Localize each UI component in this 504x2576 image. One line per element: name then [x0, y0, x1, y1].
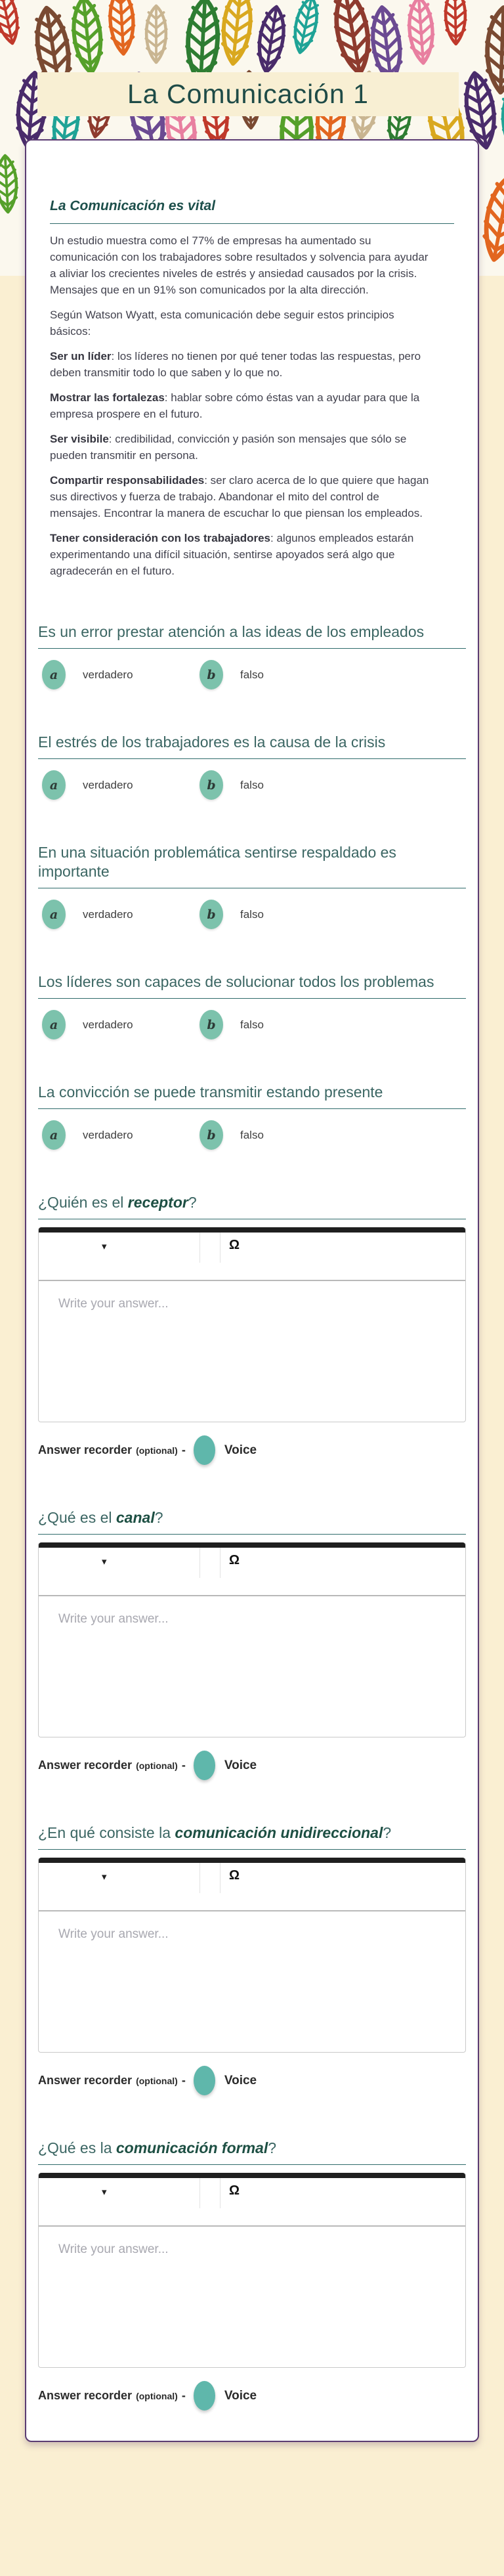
open-question-2	[38, 1508, 466, 1780]
intro-paragraph: Un estudio muestra como el 77% de empresas ha aumentado su comunicación con los trabajadores sobre resultados y solvencia para ayudar a aliviar los crecientes niveles de estrés y ansiedad causados por la crisis. Mensajes que en un 91% son comunicados por la alta dirección.	[50, 234, 429, 296]
intro-paragraph: Mostrar las fortalezas: hablar sobre cómo éstas van a ayudar para que la empresa prospere en el futuro.	[50, 391, 420, 420]
answer-editor	[38, 1858, 466, 2053]
leaf-icon	[282, 0, 331, 60]
option-letter-bubble[interactable]: b	[200, 1010, 223, 1039]
option-label: verdadero	[83, 778, 133, 791]
answer-editor	[38, 1542, 466, 1737]
editor-toolbar	[39, 1548, 465, 1596]
option-label: verdadero	[83, 1018, 133, 1031]
question-title: ¿Qué es la comunicación formal?	[38, 2139, 277, 2156]
option-letter-bubble[interactable]: b	[200, 1120, 223, 1150]
leaf-icon	[0, 152, 26, 217]
option-label: falso	[240, 907, 264, 921]
editor-top-bar	[39, 1858, 465, 1863]
options-row	[38, 1010, 466, 1039]
editor-top-bar	[39, 1227, 465, 1233]
format-dropdown-icon[interactable]: ▾	[102, 1556, 107, 1567]
option-letter-bubble[interactable]: a	[42, 900, 66, 929]
option-label: falso	[240, 1018, 264, 1031]
options-row	[38, 1120, 466, 1150]
editor-toolbar	[39, 1233, 465, 1281]
option-label: verdadero	[83, 907, 133, 921]
intro-paragraph: Ser un líder: los líderes no tienen por qué tener todas las respuestas, pero deben transmitir todo lo que saben y lo que no.	[50, 350, 421, 379]
format-dropdown-icon[interactable]: ▾	[102, 1241, 107, 1252]
open-question-3	[38, 1823, 466, 2095]
intro-paragraph: Según Watson Wyatt, esta comunicación debe seguir estos principios básicos:	[50, 309, 394, 338]
leaf-icon	[436, 0, 474, 47]
option-letter-bubble[interactable]: a	[42, 1010, 66, 1039]
answer-recorder: Answer recorder (optional) - Voice	[38, 2381, 466, 2411]
answer-input[interactable]	[39, 2227, 465, 2367]
leaf-icon	[0, 0, 31, 51]
option-falso[interactable]	[200, 900, 264, 929]
option-verdadero[interactable]	[42, 770, 200, 800]
intro-heading: La Comunicación es vital	[50, 198, 216, 213]
intro-text-block	[38, 198, 466, 579]
options-row	[38, 770, 466, 800]
leaf-icon	[209, 0, 266, 71]
leaf-icon	[473, 2, 504, 98]
heading-underline	[38, 1534, 466, 1535]
answer-input[interactable]	[39, 1911, 465, 2052]
answer-editor	[38, 2173, 466, 2368]
answer-recorder: Answer recorder (optional) - Voice	[38, 1751, 466, 1780]
answer-editor	[38, 1227, 466, 1422]
intro-paragraph: Tener consideración con los trabajadores: algunos empleados estarán experimentando una difícil situación, sentirse apoyados será algo que agradecerán en el futuro.	[50, 532, 414, 577]
option-letter-bubble[interactable]: a	[42, 660, 66, 689]
mc-question-4	[38, 972, 466, 1039]
voice-record-button[interactable]	[194, 2381, 215, 2411]
special-character-button[interactable]: Ω	[229, 1553, 240, 1567]
special-character-button[interactable]: Ω	[229, 1238, 240, 1252]
heading-underline	[50, 223, 454, 224]
option-verdadero[interactable]	[42, 660, 200, 689]
mc-question-5	[38, 1083, 466, 1150]
option-falso[interactable]	[200, 1010, 264, 1039]
format-dropdown-icon[interactable]: ▾	[102, 2187, 107, 2198]
option-letter-bubble[interactable]: a	[42, 770, 66, 800]
option-letter-bubble[interactable]: a	[42, 1120, 66, 1150]
heading-underline	[38, 998, 466, 999]
intro-paragraph: Ser visibile: credibilidad, convicción y pasión son mensajes que sólo se pueden transmitir en persona.	[50, 433, 407, 462]
mc-question-2	[38, 733, 466, 800]
leaf-icon	[397, 0, 445, 68]
answer-input[interactable]	[39, 1596, 465, 1737]
option-label: falso	[240, 668, 264, 681]
heading-underline	[38, 2164, 466, 2165]
special-character-button[interactable]: Ω	[229, 2183, 240, 2198]
question-title: El estrés de los trabajadores es la causa de la crisis	[38, 733, 386, 751]
options-row	[38, 900, 466, 929]
leaf-icon	[490, 85, 504, 162]
heading-underline	[38, 1849, 466, 1850]
option-letter-bubble[interactable]: b	[200, 900, 223, 929]
option-letter-bubble[interactable]: b	[200, 770, 223, 800]
title-banner	[37, 72, 459, 116]
mc-question-1	[38, 622, 466, 689]
options-row	[38, 660, 466, 689]
heading-underline	[38, 1108, 466, 1109]
open-question-1	[38, 1193, 466, 1465]
question-title: Es un error prestar atención a las ideas de los empleados	[38, 623, 425, 640]
answer-recorder: Answer recorder (optional) - Voice	[38, 2066, 466, 2095]
question-title: ¿En qué consiste la comunicación unidireccional?	[38, 1824, 392, 1841]
editor-toolbar	[39, 2178, 465, 2227]
voice-record-button[interactable]	[194, 2066, 215, 2095]
editor-top-bar	[39, 2173, 465, 2178]
answer-recorder: Answer recorder (optional) - Voice	[38, 1435, 466, 1465]
option-verdadero[interactable]	[42, 900, 200, 929]
leaf-icon	[138, 3, 175, 66]
question-title: ¿Qué es el canal?	[38, 1509, 163, 1526]
mc-question-3	[38, 843, 466, 929]
question-title: En una situación problemática sentirse respaldado es importante	[38, 844, 396, 880]
open-question-4	[38, 2139, 466, 2411]
option-label: falso	[240, 1128, 264, 1141]
format-dropdown-icon[interactable]: ▾	[102, 1871, 107, 1883]
editor-top-bar	[39, 1542, 465, 1548]
intro-paragraph: Compartir responsabilidades: ser claro acerca de lo que quiere que hagan sus directivos y fuerza de trabajo. Abandonar el mito del control de mensajes. Encontrar la manera de escuchar lo que piensan los empleados.	[50, 474, 429, 519]
worksheet-card	[25, 139, 479, 2442]
question-title: Los líderes son capaces de solucionar todos los problemas	[38, 973, 434, 990]
option-falso[interactable]	[200, 770, 264, 800]
special-character-button[interactable]: Ω	[229, 1868, 240, 1883]
leaf-icon	[245, 0, 299, 79]
question-title: ¿Quién es el receptor?	[38, 1194, 197, 1211]
option-falso[interactable]	[200, 660, 264, 689]
option-falso[interactable]	[200, 1120, 264, 1150]
option-verdadero[interactable]	[42, 1010, 200, 1039]
leaf-icon	[98, 0, 145, 59]
option-letter-bubble[interactable]: b	[200, 660, 223, 689]
voice-record-button[interactable]	[194, 1435, 215, 1465]
option-label: verdadero	[83, 1128, 133, 1141]
leaf-icon	[317, 0, 388, 83]
heading-underline	[38, 758, 466, 759]
question-title: La convicción se puede transmitir estando presente	[38, 1083, 383, 1101]
option-label: falso	[240, 778, 264, 791]
page-title: La Comunicación 1	[127, 79, 369, 109]
answer-input[interactable]	[39, 1281, 465, 1422]
leaf-icon	[59, 0, 116, 80]
option-verdadero[interactable]	[42, 1120, 200, 1150]
option-label: verdadero	[83, 668, 133, 681]
heading-underline	[38, 648, 466, 649]
voice-record-button[interactable]	[194, 1751, 215, 1780]
editor-toolbar	[39, 1863, 465, 1911]
